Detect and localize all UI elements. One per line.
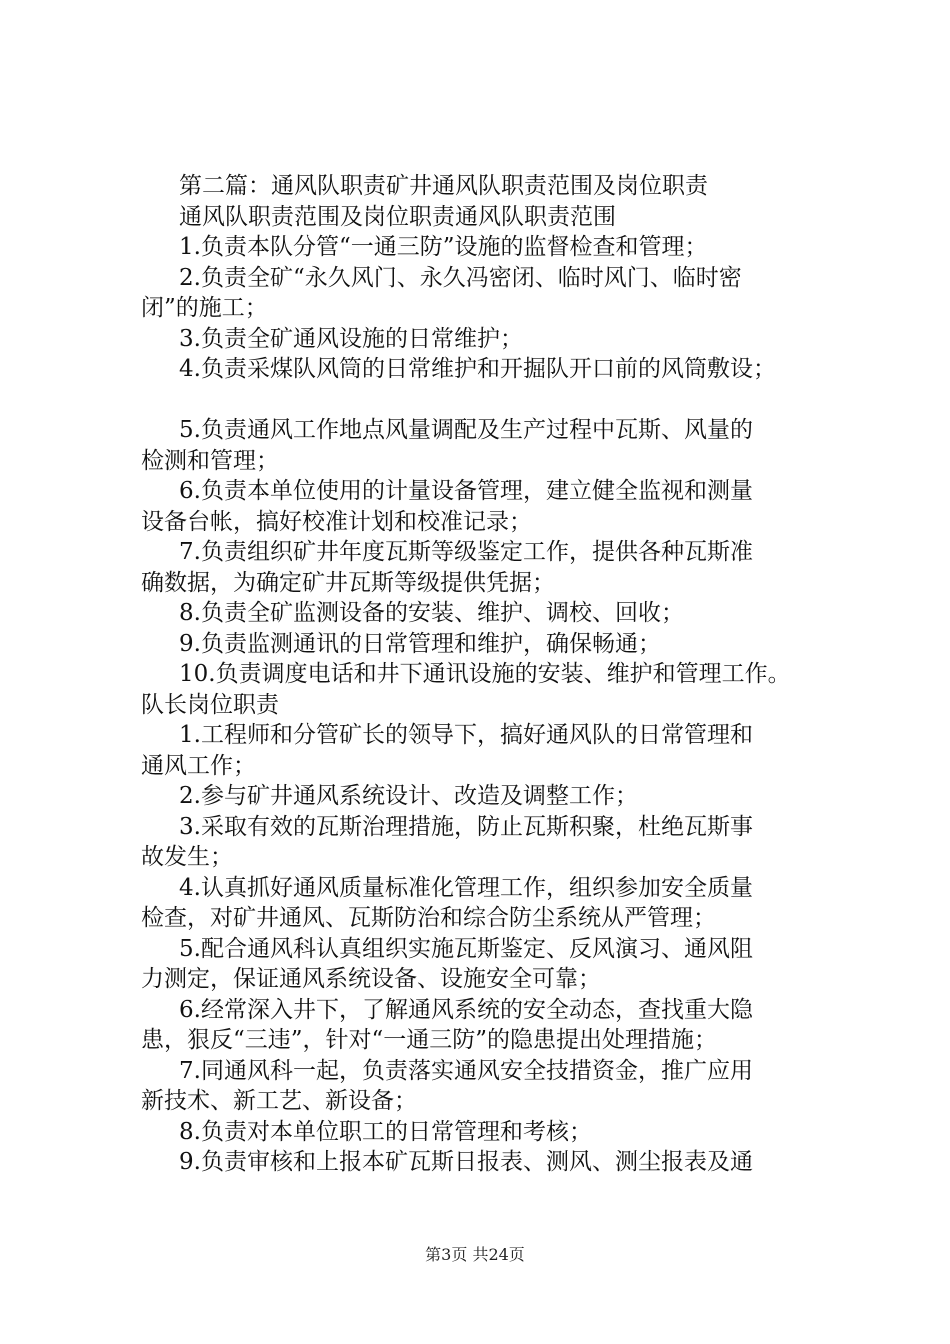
document-heading: 第二篇：通风队职责矿井通风队职责范围及岗位职责 bbox=[179, 173, 708, 199]
paragraph-line: 8.负责对本单位职工的日常管理和考核； bbox=[179, 1118, 592, 1145]
paragraph-line: 力测定，保证通风系统设备、设施安全可靠； bbox=[141, 966, 601, 992]
paragraph-line: 通风工作； bbox=[141, 752, 256, 779]
paragraph-line: 新技术、新工艺、新设备； bbox=[141, 1088, 417, 1114]
section-title: 队长岗位职责 bbox=[141, 691, 279, 718]
paragraph-line: 检测和管理； bbox=[141, 447, 279, 474]
document-subheading: 通风队职责范围及岗位职责通风队职责范围 bbox=[179, 203, 616, 230]
paragraph-line: 2.参与矿井通风系统设计、改造及调整工作； bbox=[179, 783, 638, 809]
paragraph-line: 5.负责通风工作地点风量调配及生产过程中瓦斯、风量的 bbox=[179, 417, 753, 443]
paragraph-line: 检查，对矿井通风、瓦斯防治和综合防尘系统从严管理； bbox=[141, 905, 716, 931]
paragraph-line: 8.负责全矿监测设备的安装、维护、调校、回收； bbox=[179, 600, 684, 626]
paragraph-line: 3.负责全矿通风设施的日常维护； bbox=[179, 325, 523, 352]
blank-line bbox=[141, 385, 846, 416]
page-number: 第3页 共24页 bbox=[425, 1245, 525, 1264]
paragraph-line: 9.负责监测通讯的日常管理和维护，确保畅通； bbox=[179, 630, 661, 657]
paragraph-line: 7.同通风科一起，负责落实通风安全技措资金，推广应用 bbox=[179, 1057, 753, 1084]
paragraph-line: 闭”的施工； bbox=[141, 295, 268, 321]
paragraph-line: 3.采取有效的瓦斯治理措施，防止瓦斯积聚，杜绝瓦斯事 bbox=[179, 813, 753, 840]
paragraph-line: 7.负责组织矿井年度瓦斯等级鉴定工作，提供各种瓦斯准 bbox=[179, 539, 753, 565]
paragraph-line: 设备台帐，搞好校准计划和校准记录； bbox=[141, 508, 532, 535]
paragraph-line: 4.负责采煤队风筒的日常维护和开掘队开口前的风筒敷设； bbox=[179, 356, 776, 382]
document-body bbox=[141, 171, 846, 1178]
paragraph-line: 6.负责本单位使用的计量设备管理，建立健全监视和测量 bbox=[179, 478, 753, 504]
paragraph-line: 10.负责调度电话和井下通讯设施的安装、维护和管理工作。 bbox=[179, 661, 791, 687]
paragraph-line: 1.负责本队分管“一通三防”设施的监督检查和管理； bbox=[179, 234, 708, 260]
paragraph-line: 5.配合通风科认真组织实施瓦斯鉴定、反风演习、通风阻 bbox=[179, 935, 753, 962]
paragraph-line: 故发生； bbox=[141, 844, 233, 870]
paragraph-line: 确数据，为确定矿井瓦斯等级提供凭据； bbox=[141, 569, 555, 596]
paragraph-line: 4.认真抓好通风质量标准化管理工作，组织参加安全质量 bbox=[179, 874, 753, 901]
paragraph-line: 2.负责全矿“永久风门、永久冯密闭、临时风门、临时密 bbox=[179, 264, 742, 291]
paragraph-line: 患，狠反“三违”，针对“一通三防”的隐患提出处理措施； bbox=[141, 1027, 718, 1053]
paragraph-line: 1.工程师和分管矿长的领导下，搞好通风队的日常管理和 bbox=[179, 722, 753, 748]
paragraph-line: 9.负责审核和上报本矿瓦斯日报表、测风、测尘报表及通 bbox=[179, 1149, 753, 1175]
paragraph-line: 6.经常深入井下，了解通风系统的安全动态，查找重大隐 bbox=[179, 996, 753, 1023]
